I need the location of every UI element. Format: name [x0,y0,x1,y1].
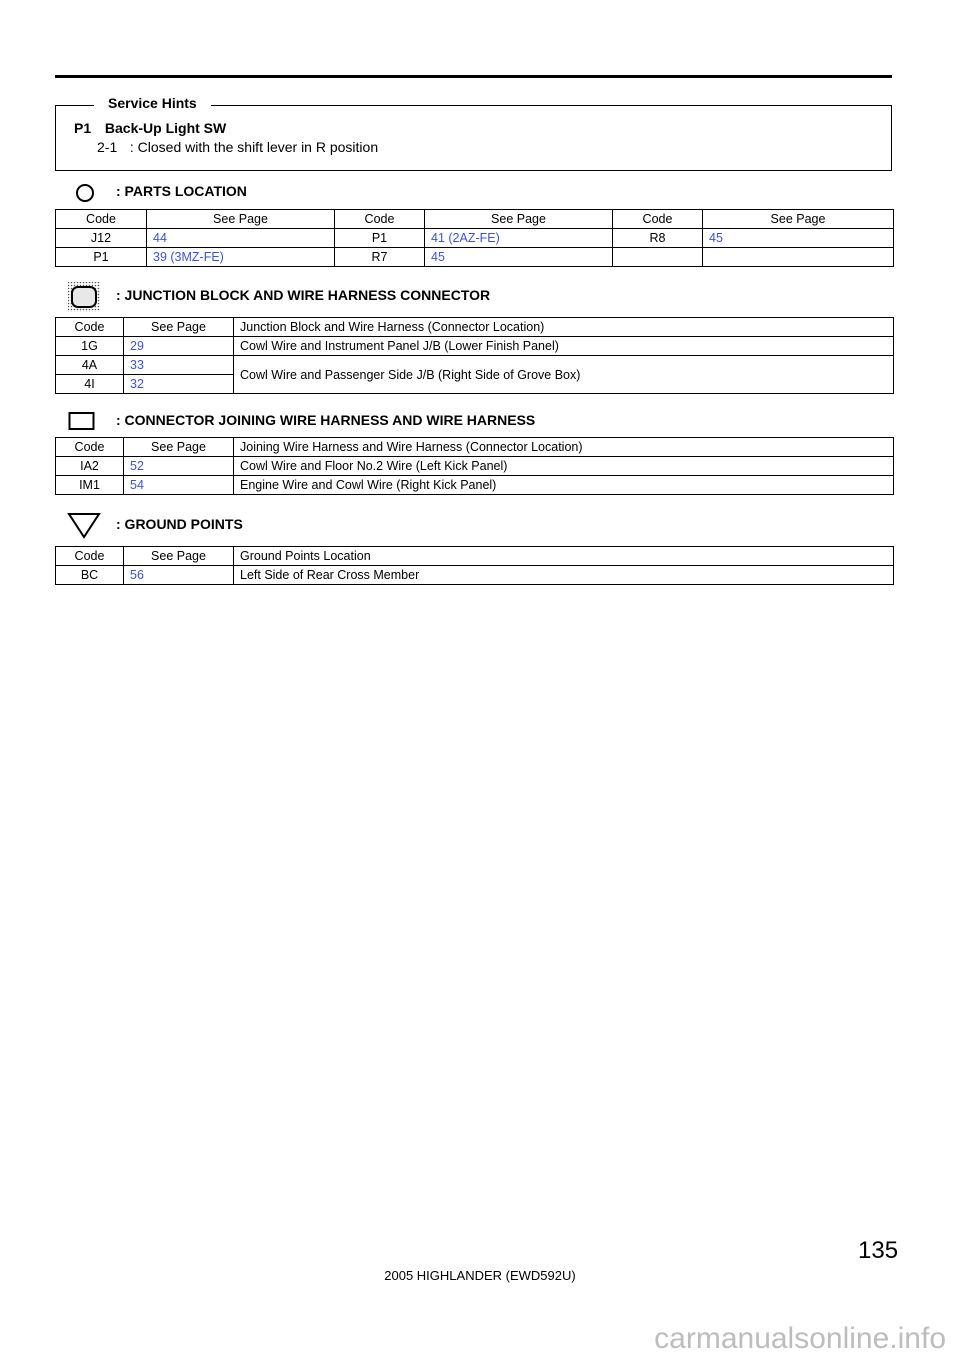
table-row [56,229,894,248]
page-link[interactable]: 41 (2AZ-FE) [431,231,500,245]
dotted-rounded-square-icon [67,281,101,313]
top-rule [55,75,892,78]
watermark: carmanualsonline.info [654,1322,946,1355]
page-link[interactable]: 39 (3MZ-FE) [153,250,224,264]
code-cell [613,248,703,267]
rectangle-outline-icon [68,410,96,432]
junction-block-heading: : JUNCTION BLOCK AND WIRE HARNESS CONNECTOR [116,287,491,303]
code-cell: IM1 [56,476,124,495]
part-code: P1 [74,120,92,136]
location-cell: Engine Wire and Cowl Wire (Right Kick Panel) [234,476,894,495]
table-header-row [56,438,894,457]
ground-points-heading: : GROUND POINTS [116,516,243,532]
page-number: 135 [858,1237,899,1264]
table-header-row [56,318,894,337]
part-name: Back-Up Light SW [104,120,227,136]
header-cell: See Page [703,210,894,229]
header-cell: Code [56,547,124,566]
location-cell: Cowl Wire and Instrument Panel J/B (Lower Finish Panel) [234,337,894,356]
code-cell: BC [56,566,124,585]
pin-description: : Closed with the shift lever in R position [129,139,379,155]
parts-location-heading: : PARTS LOCATION [116,183,247,199]
connector-joining-table [55,437,894,495]
header-cell: Code [56,438,124,457]
code-cell: IA2 [56,457,124,476]
service-hints-item [97,139,378,155]
code-cell: P1 [335,229,425,248]
code-cell: 4I [56,375,124,394]
header-cell: See Page [124,547,234,566]
table-row [56,566,894,585]
code-cell: J12 [56,229,147,248]
code-cell: 1G [56,337,124,356]
code-cell: R8 [613,229,703,248]
page-link[interactable]: 33 [130,358,144,372]
page-footer: 2005 HIGHLANDER (EWD592U) [384,1268,576,1283]
connector-joining-heading: : CONNECTOR JOINING WIRE HARNESS AND WIRE HARNESS [116,412,536,428]
service-hints-box [55,95,892,171]
junction-block-table [55,317,894,394]
header-cell: Joining Wire Harness and Wire Harness (Connector Location) [234,438,894,457]
table-header-row [56,210,894,229]
table-row [56,248,894,267]
table-header-row [56,547,894,566]
code-cell: R7 [335,248,425,267]
header-cell: Ground Points Location [234,547,894,566]
table-row [56,337,894,356]
page-link[interactable]: 45 [709,231,723,245]
header-cell: Code [56,210,147,229]
page-link[interactable]: 56 [130,568,144,582]
location-cell: Left Side of Rear Cross Member [234,566,894,585]
code-cell: P1 [56,248,147,267]
code-cell: 4A [56,356,124,375]
service-hints-title: Service Hints [94,95,211,111]
page-link[interactable]: 45 [431,250,445,264]
page-link[interactable]: 44 [153,231,167,245]
table-row [56,356,894,375]
parts-location-table [55,209,894,267]
header-cell: See Page [147,210,335,229]
service-hints-part [74,120,226,136]
page-link[interactable]: 52 [130,459,144,473]
header-cell: Code [613,210,703,229]
pin-number: 2-1 [97,139,118,155]
page-link[interactable]: 54 [130,478,144,492]
header-cell: See Page [124,438,234,457]
header-cell: Code [335,210,425,229]
header-cell: Junction Block and Wire Harness (Connector Location) [234,318,894,337]
location-cell: Cowl Wire and Passenger Side J/B (Right Side of Grove Box) [234,356,894,394]
header-cell: See Page [124,318,234,337]
header-cell: See Page [425,210,613,229]
header-cell: Code [56,318,124,337]
circle-outline-icon [75,183,95,203]
inverted-triangle-icon [67,511,101,539]
ground-points-table [55,546,894,585]
page-link[interactable]: 29 [130,339,144,353]
location-cell: Cowl Wire and Floor No.2 Wire (Left Kick Panel) [234,457,894,476]
table-row [56,457,894,476]
page-link[interactable]: 32 [130,377,144,391]
table-row [56,476,894,495]
